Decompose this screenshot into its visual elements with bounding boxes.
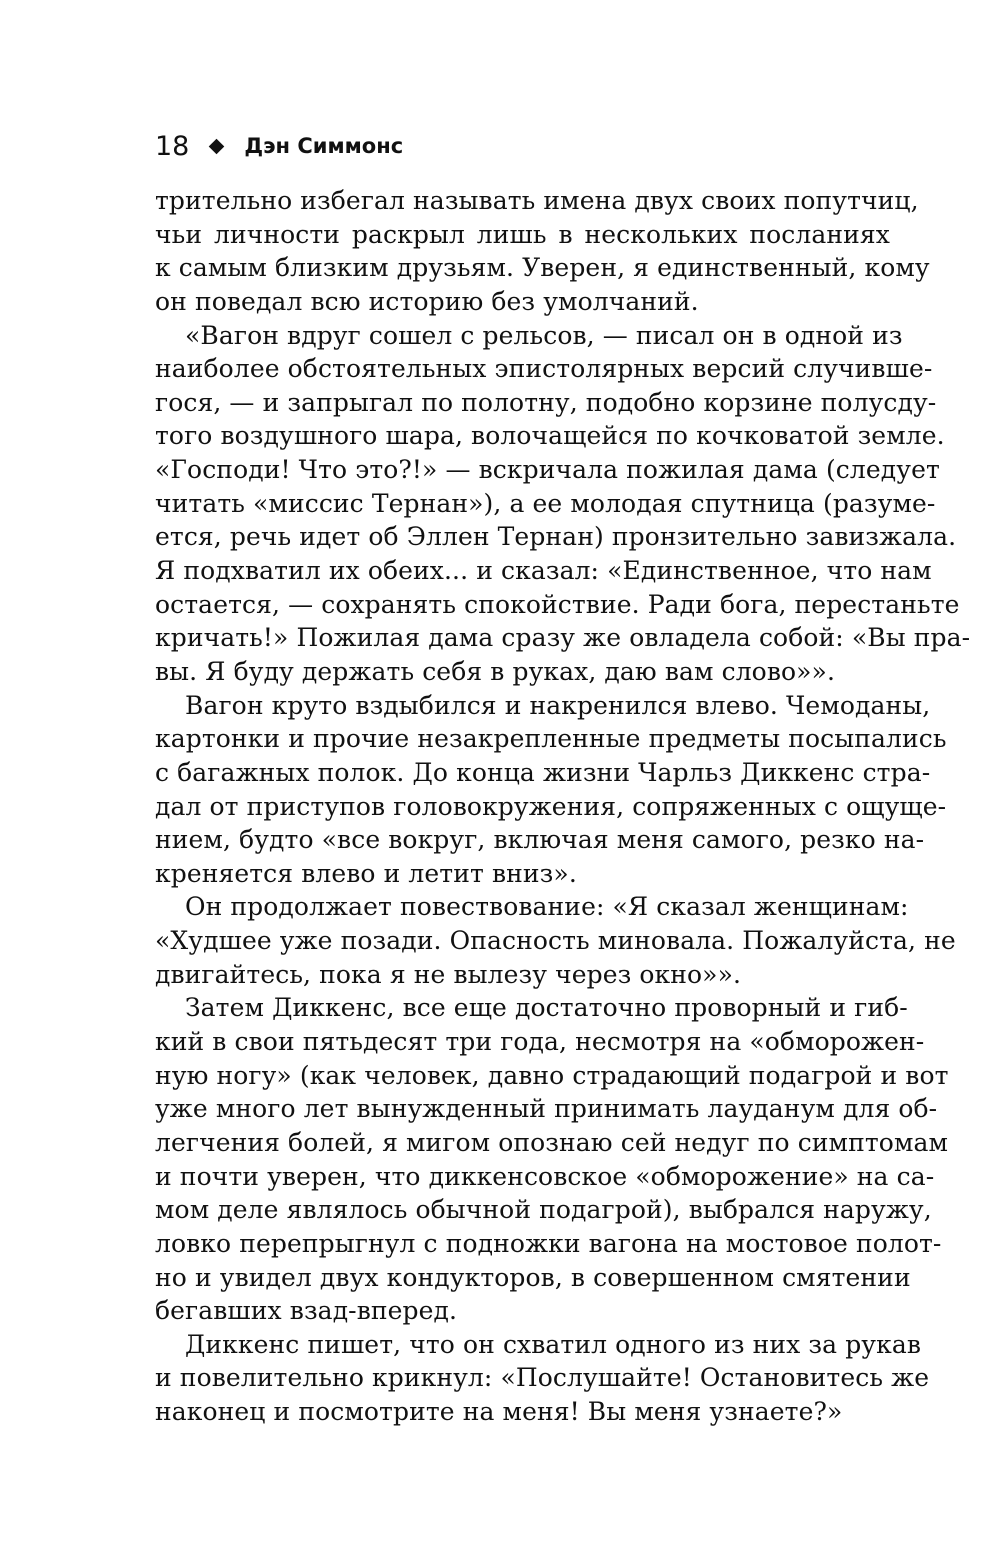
text-line: кий в свои пятьдесят три года, несмотря на «обморожен- bbox=[155, 1027, 925, 1057]
text-line: бегавших взад-вперед. bbox=[155, 1296, 458, 1326]
paragraph bbox=[155, 991, 949, 1327]
text-line: двигайтесь, пока я не вылезу через окно»». bbox=[155, 959, 742, 989]
text-line: ется, речь идет об Эллен Тернан) пронзительно завизжала. bbox=[155, 522, 957, 552]
text-line: Он продолжает повествование: «Я сказал женщинам: bbox=[185, 892, 909, 922]
text-line: трительно избегал называть имена двух своих попутчиц, bbox=[155, 186, 919, 215]
page-number: 18 bbox=[155, 130, 190, 162]
text-line: вы. Я буду держать себя в руках, даю вам слово»». bbox=[155, 656, 835, 686]
text-line: остается, — сохранять спокойствие. Ради бога, перестаньте bbox=[155, 589, 960, 619]
text-line: гося, — и запрыгал по полотну, подобно корзине полусду- bbox=[155, 387, 937, 417]
text-line: и повелительно крикнул: «Послушайте! Остановитесь же bbox=[155, 1363, 930, 1393]
text-line: с багажных полок. До конца жизни Чарльз Диккенс стра- bbox=[155, 757, 931, 787]
paragraph bbox=[155, 1328, 930, 1429]
running-head-author: Дэн Симмонс bbox=[244, 134, 404, 158]
paragraph bbox=[155, 184, 930, 319]
text-line: к самым близким друзьям. Уверен, я единственный, кому bbox=[155, 253, 930, 283]
paragraph bbox=[155, 890, 956, 991]
text-line: кричать!» Пожилая дама сразу же овладела собой: «Вы пра- bbox=[155, 623, 971, 653]
text-line: читать «миссис Тернан»), а ее молодая спутница (разуме- bbox=[155, 488, 936, 518]
text-line: он поведал всю историю без умолчаний. bbox=[155, 286, 699, 316]
text-line: креняется влево и летит вниз». bbox=[155, 858, 577, 888]
text-line: наконец и посмотрите на меня! Вы меня узнаете?» bbox=[155, 1397, 843, 1427]
text-line: наиболее обстоятельных эпистолярных версий случивше- bbox=[155, 354, 933, 384]
text-line: ловко перепрыгнул с подножки вагона на мостовое полот- bbox=[155, 1228, 942, 1258]
body-text bbox=[155, 184, 971, 1429]
text-line: мом деле являлось обычной подагрой), выбрался наружу, bbox=[155, 1195, 932, 1225]
paragraph bbox=[155, 319, 971, 689]
text-line: того воздушного шара, волочащейся по кочковатой земле. bbox=[155, 421, 945, 451]
text-line: «Вагон вдруг сошел с рельсов, — писал он в одной из bbox=[185, 320, 903, 350]
paragraph bbox=[155, 689, 947, 891]
text-line: Вагон круто вздыбился и накренился влево. Чемоданы, bbox=[185, 690, 931, 720]
text-line: ную ногу» (как человек, давно страдающий подагрой и вот bbox=[155, 1060, 949, 1090]
text-line: и почти уверен, что диккенсовское «обморожение» на са- bbox=[155, 1161, 935, 1191]
text-line: Я подхватил их обеих... и сказал: «Единственное, что нам bbox=[155, 556, 932, 586]
text-line: Диккенс пишет, что он схватил одного из них за рукав bbox=[185, 1329, 922, 1359]
text-line: Затем Диккенс, все еще достаточно проворный и гиб- bbox=[185, 993, 908, 1023]
text-line: чьи личности раскрыл лишь в нескольких посланиях bbox=[155, 219, 890, 249]
diamond-icon bbox=[209, 138, 225, 154]
text-line: «Худшее уже позади. Опасность миновала. Пожалуйста, не bbox=[155, 926, 956, 956]
page-header bbox=[155, 126, 403, 166]
text-line: нием, будто «все вокруг, включая меня самого, резко на- bbox=[155, 825, 925, 855]
text-line: легчения болей, я мигом опознаю сей недуг по симптомам bbox=[155, 1127, 949, 1157]
text-line: картонки и прочие незакрепленные предметы посыпались bbox=[155, 724, 947, 754]
text-line: «Господи! Что это?!» — вскричала пожилая дама (следует bbox=[155, 455, 940, 485]
text-line: дал от приступов головокружения, сопряженных с ощуще- bbox=[155, 791, 947, 821]
text-line: уже много лет вынужденный принимать лауданум для об- bbox=[155, 1094, 938, 1124]
text-line: но и увидел двух кондукторов, в совершенном смятении bbox=[155, 1262, 911, 1292]
